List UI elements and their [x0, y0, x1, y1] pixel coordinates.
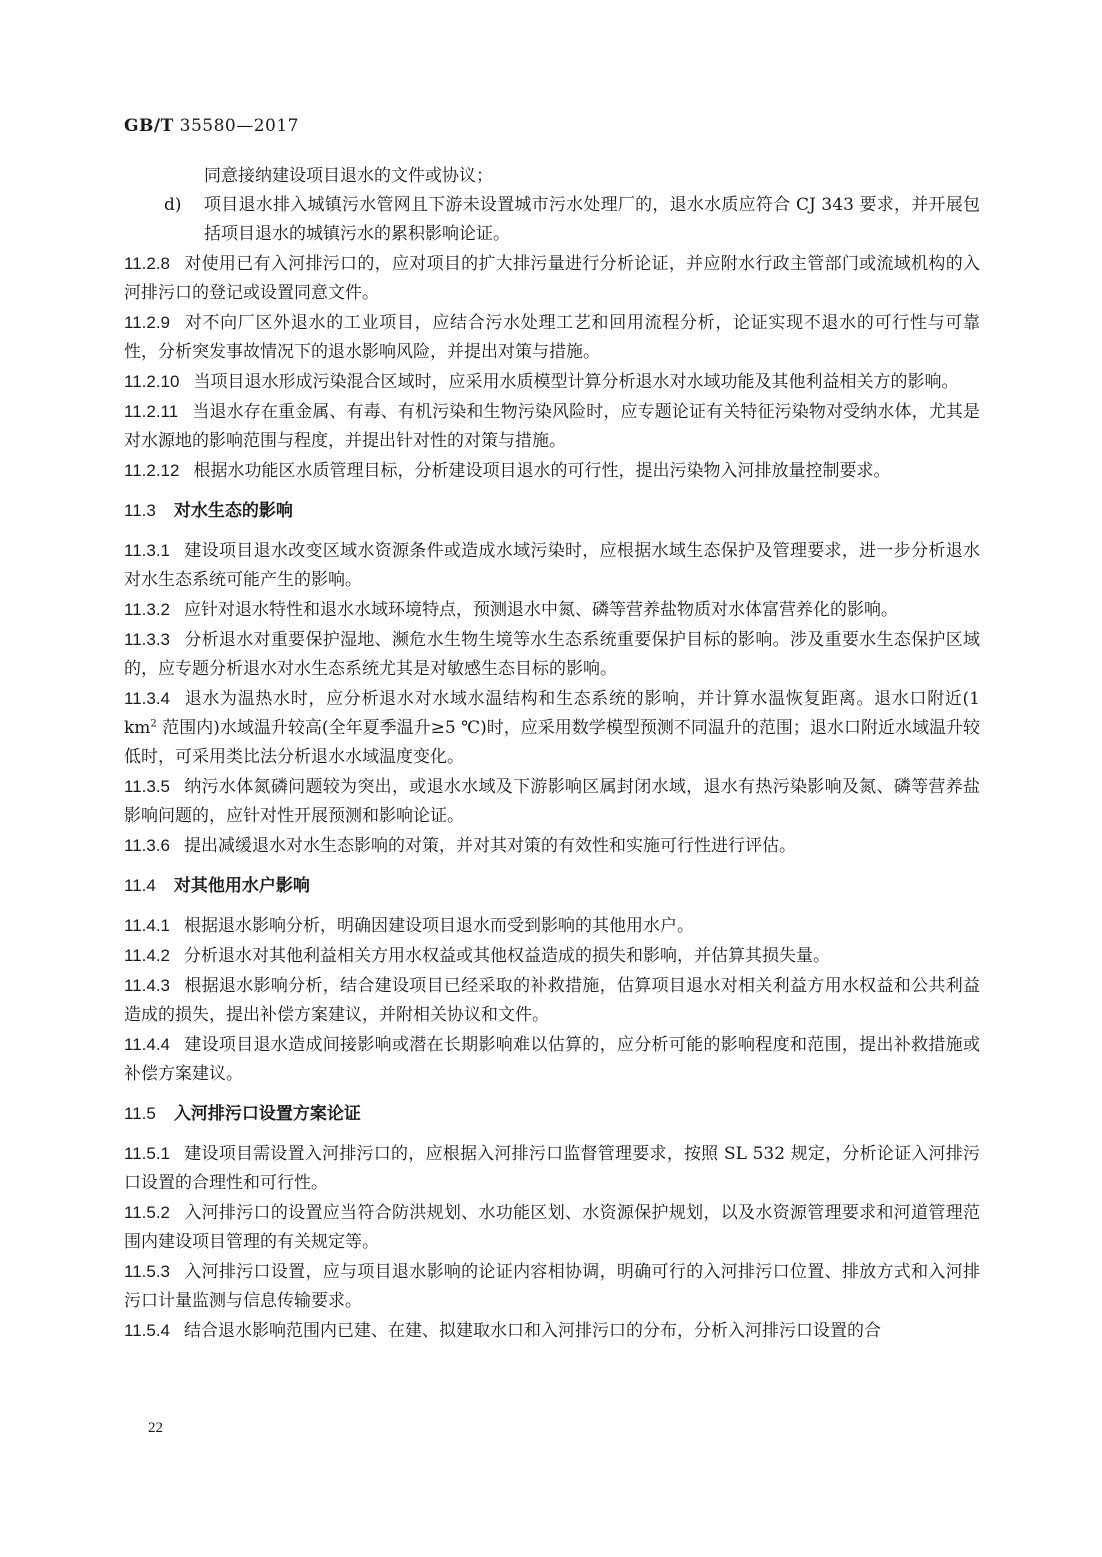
clause-number: 11.2.10	[124, 372, 180, 391]
standard-prefix: GB/T	[124, 116, 174, 136]
clause-number: 11.3.5	[124, 777, 171, 796]
section-title: 对水生态的影响	[173, 501, 293, 521]
clause-11-3-2	[124, 595, 980, 625]
clause-number: 11.4.2	[124, 946, 171, 965]
clause-text: 根据退水影响分析，结合建设项目已经采取的补救措施，估算项目退水对相关利益方用水权益和公共利益造成的损失，提出补偿方案建议，并附相关协议和文件。	[124, 976, 980, 1025]
section-heading-11-4	[124, 871, 980, 901]
list-item-d	[124, 191, 980, 249]
clause-number: 11.5.1	[124, 1144, 171, 1163]
clause-11-3-6	[124, 831, 980, 861]
clause-text: 建设项目退水改变区域水资源条件或造成水域污染时，应根据水域生态保护及管理要求，进一步分析退水对水生态系统可能产生的影响。	[124, 541, 980, 590]
clause-11-3-5	[124, 772, 980, 831]
clause-number: 11.2.9	[124, 313, 171, 332]
list-item-text: 项目退水排入城镇污水管网且下游未设置城市污水处理厂的，退水水质应符合 CJ 343 要求，并开展包括项目退水的城镇污水的累积影响论证。	[204, 195, 980, 244]
section-number: 11.5	[124, 1104, 156, 1123]
clause-11-5-1	[124, 1139, 980, 1198]
clause-text: 结合退水影响范围内已建、在建、拟建取水口和入河排污口的分布，分析入河排污口设置的合	[184, 1321, 882, 1341]
clause-text: 当退水存在重金属、有毒、有机污染和生物污染风险时，应专题论证有关特征污染物对受纳水体，尤其是对水源地的影响范围与程度，并提出针对性的对策与措施。	[124, 402, 980, 451]
clause-11-2-12	[124, 456, 980, 486]
section-heading-11-5	[124, 1099, 980, 1129]
clause-number: 11.5.2	[124, 1203, 171, 1222]
clause-text: 对使用已有入河排污口的，应对项目的扩大排污量进行分析论证，并应附水行政主管部门或流域机构的入河排污口的登记或设置同意文件。	[124, 254, 980, 303]
clause-11-5-4	[124, 1316, 980, 1346]
clause-11-4-4	[124, 1030, 980, 1089]
section-number: 11.3	[124, 501, 156, 520]
clause-text: 应针对退水特性和退水水域环境特点，预测退水中氮、磷等营养盐物质对水体富营养化的影响。	[184, 600, 899, 620]
clause-text: 分析退水对重要保护湿地、濒危水生物生境等水生态系统重要保护目标的影响。涉及重要水生态保护区域的，应专题分析退水对水生态系统尤其是对敏感生态目标的影响。	[124, 630, 980, 679]
clause-text-part-b: 范围内)水域温升较高(全年夏季温升≥5 ℃)时，应采用数学模型预测不同温升的范围；退水口附近水域温升较低时，可采用类比法分析退水水域温度变化。	[124, 718, 980, 767]
superscript-exponent: 2	[150, 718, 157, 730]
clause-text: 提出减缓退水对水生态影响的对策，并对其对策的有效性和实施可行性进行评估。	[184, 836, 797, 856]
clause-text: 建设项目需设置入河排污口的，应根据入河排污口监督管理要求，按照 SL 532 规定，分析论证入河排污口设置的合理性和可行性。	[124, 1144, 980, 1193]
clause-11-4-1	[124, 911, 980, 941]
clause-text: 入河排污口设置，应与项目退水影响的论证内容相协调，明确可行的入河排污口位置、排放方式和入河排污口计量监测与信息传输要求。	[124, 1262, 980, 1311]
clause-text: 建设项目退水造成间接影响或潜在长期影响难以估算的，应分析可能的影响程度和范围，提出补救措施或补偿方案建议。	[124, 1035, 980, 1084]
clause-number: 11.5.4	[124, 1321, 171, 1340]
clause-11-2-8	[124, 249, 980, 308]
document-code	[124, 116, 299, 136]
section-title: 入河排污口设置方案论证	[173, 1104, 361, 1124]
page-number: 22	[148, 1420, 163, 1436]
section-heading-11-3	[124, 496, 980, 526]
clause-number: 11.2.11	[124, 402, 179, 421]
clause-number: 11.3.4	[124, 689, 171, 708]
clause-number: 11.3.3	[124, 630, 171, 649]
clause-11-5-3	[124, 1257, 980, 1316]
clause-number: 11.3.2	[124, 600, 171, 619]
clause-number: 11.3.1	[124, 541, 171, 560]
clause-11-2-10	[124, 367, 980, 397]
clause-number: 11.2.12	[124, 461, 180, 480]
clause-11-3-3	[124, 625, 980, 684]
clause-text: 根据水功能区水质管理目标，分析建设项目退水的可行性，提出污染物入河排放量控制要求。	[193, 461, 891, 481]
continuation-text: 同意接纳建设项目退水的文件或协议；	[204, 166, 493, 186]
clause-number: 11.5.3	[124, 1262, 171, 1281]
clause-11-5-2	[124, 1198, 980, 1257]
section-title: 对其他用水户影响	[173, 876, 310, 896]
clause-number: 11.2.8	[124, 254, 171, 273]
clause-11-3-4	[124, 684, 980, 772]
clause-text: 入河排污口的设置应当符合防洪规划、水功能区划、水资源保护规划，以及水资源管理要求和河道管理范围内建设项目管理的有关规定等。	[124, 1203, 980, 1252]
clause-11-4-3	[124, 971, 980, 1030]
clause-text-part-a: 退水为温热水时，应分析退水对水域水温结构和生态系统的影响，并计算水温恢复距离。退水口附近(1 km	[124, 689, 980, 738]
clause-text: 对不向厂区外退水的工业项目，应结合污水处理工艺和回用流程分析，论证实现不退水的可行性与可靠性，分析突发事故情况下的退水影响风险，并提出对策与措施。	[124, 313, 980, 362]
clause-text: 当项目退水形成污染混合区域时，应采用水质模型计算分析退水对水域功能及其他利益相关方的影响。	[193, 372, 959, 392]
standard-number: 35580—2017	[173, 116, 299, 136]
list-marker: d)	[164, 195, 182, 215]
clause-number: 11.4.3	[124, 976, 171, 995]
clause-number: 11.4.4	[124, 1035, 171, 1054]
clause-11-2-9	[124, 308, 980, 367]
clause-text: 根据退水影响分析，明确因建设项目退水而受到影响的其他用水户。	[184, 916, 695, 936]
clause-11-4-2	[124, 941, 980, 971]
clause-11-2-11	[124, 397, 980, 456]
page-content	[124, 162, 980, 1346]
section-number: 11.4	[124, 876, 156, 895]
clause-11-3-1	[124, 536, 980, 595]
clause-text: 分析退水对其他利益相关方用水权益或其他权益造成的损失和影响，并估算其损失量。	[184, 946, 831, 966]
clause-text: 纳污水体氮磷问题较为突出，或退水水域及下游影响区属封闭水域，退水有热污染影响及氮、磷等营养盐影响问题的，应针对性开展预测和影响论证。	[124, 777, 980, 826]
clause-number: 11.3.6	[124, 836, 171, 855]
clause-number: 11.4.1	[124, 916, 171, 935]
